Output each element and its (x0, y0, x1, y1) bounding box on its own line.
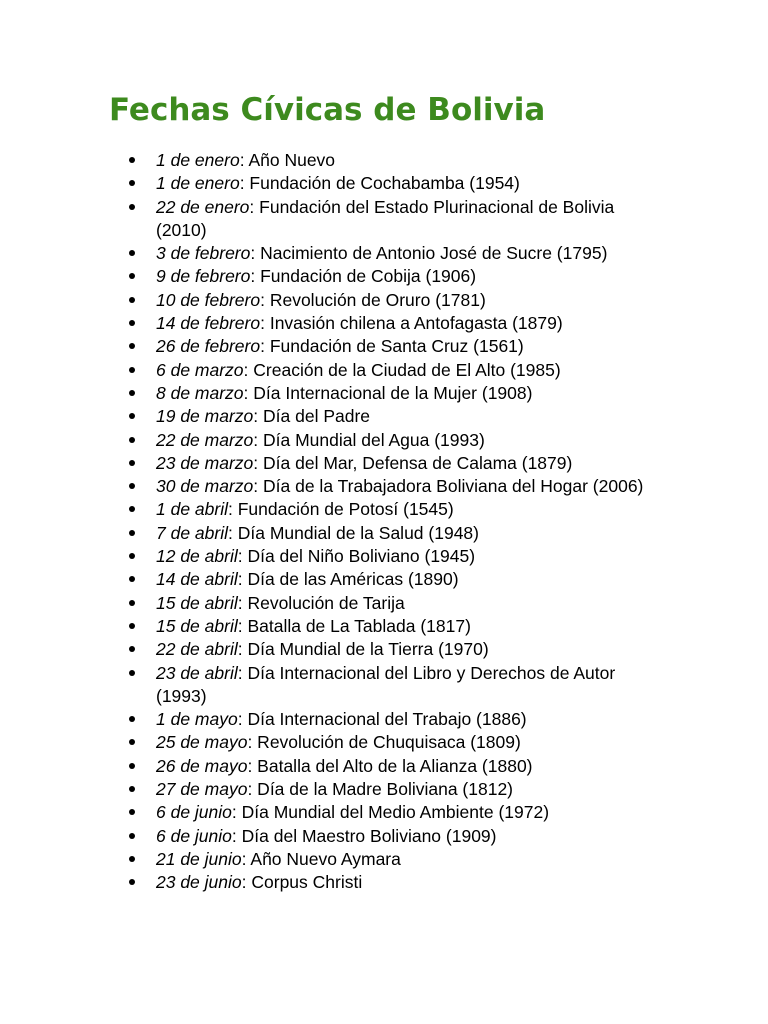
bullet-icon (129, 809, 135, 815)
bullet-icon (129, 460, 135, 466)
item-date: 23 de junio (156, 872, 242, 893)
bullet-icon (129, 670, 135, 676)
list-item (0, 475, 768, 498)
list-item (0, 289, 768, 312)
list-item (0, 312, 768, 335)
bullet-icon (129, 879, 135, 885)
bullet-icon (129, 367, 135, 373)
item-description: : Día de la Trabajadora Boliviana del Hogar (2006) (253, 476, 644, 497)
list-item (0, 731, 768, 754)
item-date: 1 de mayo (156, 709, 238, 730)
item-date: 3 de febrero (156, 243, 251, 264)
bullet-icon (129, 297, 135, 303)
item-date: 22 de abril (156, 639, 238, 660)
list-item (0, 522, 768, 545)
list-item (0, 382, 768, 405)
list-item (0, 708, 768, 731)
bullet-icon (129, 437, 135, 443)
item-description: : Día Mundial de la Salud (1948) (228, 522, 479, 543)
item-date: 21 de junio (156, 848, 242, 869)
bullet-icon (129, 204, 135, 210)
item-description: : Día Internacional del Libro y Derechos de Autor (1993) (156, 662, 616, 706)
list-item (0, 452, 768, 475)
item-date: 22 de enero (156, 196, 250, 217)
item-date: 23 de abril (156, 662, 238, 683)
bullet-icon (129, 320, 135, 326)
bullet-icon (129, 390, 135, 396)
list-item (0, 638, 768, 661)
list-item (0, 172, 768, 195)
bullet-icon (129, 576, 135, 582)
item-description: : Día del Padre (253, 406, 371, 427)
item-description: : Fundación del Estado Plurinacional de Bolivia (2010) (156, 196, 615, 240)
item-description: : Revolución de Tarija (237, 592, 405, 613)
item-description: : Corpus Christi (241, 872, 363, 893)
item-description: : Fundación de Potosí (1545) (228, 499, 454, 520)
list-item (0, 755, 768, 778)
bullet-icon (129, 553, 135, 559)
list-item (0, 615, 768, 638)
bullet-icon (129, 600, 135, 606)
bullet-icon (129, 483, 135, 489)
bullet-icon (129, 646, 135, 652)
item-date: 15 de abril (156, 615, 238, 636)
bullet-icon (129, 786, 135, 792)
list-item (0, 848, 768, 871)
item-description: : Batalla de La Tablada (1817) (237, 615, 471, 636)
list-item (0, 405, 768, 428)
item-description: : Creación de la Ciudad de El Alto (1985) (243, 359, 561, 380)
item-description: : Fundación de Santa Cruz (1561) (260, 336, 524, 357)
item-date: 6 de marzo (156, 359, 244, 380)
item-date: 1 de abril (156, 499, 228, 520)
item-description: : Invasión chilena a Antofagasta (1879) (260, 313, 563, 334)
bullet-icon (129, 250, 135, 256)
item-date: 14 de febrero (156, 313, 261, 334)
item-date: 1 de enero (156, 150, 240, 170)
item-description: : Revolución de Chuquisaca (1809) (247, 732, 521, 753)
item-date: 27 de mayo (156, 779, 248, 800)
item-description: : Día Mundial de la Tierra (1970) (237, 639, 489, 660)
item-date: 30 de marzo (156, 476, 254, 497)
item-date: 22 de marzo (156, 429, 254, 450)
list-item (0, 592, 768, 615)
bullet-icon (129, 716, 135, 722)
item-date: 8 de marzo (156, 382, 244, 403)
item-date: 1 de enero (156, 173, 240, 194)
item-description: : Día del Niño Boliviano (1945) (237, 546, 476, 567)
bullet-icon (129, 413, 135, 419)
bullet-icon (129, 623, 135, 629)
item-date: 7 de abril (156, 522, 228, 543)
item-description: : Día Mundial del Agua (1993) (253, 429, 485, 450)
bullet-icon (129, 739, 135, 745)
item-date: 15 de abril (156, 592, 238, 613)
list-item (0, 545, 768, 568)
item-description: : Día Internacional de la Mujer (1908) (243, 382, 533, 403)
bullet-icon (129, 506, 135, 512)
list-item (0, 242, 768, 265)
bullet-icon (129, 343, 135, 349)
item-date: 23 de marzo (156, 452, 254, 473)
civic-dates-list (0, 149, 768, 895)
item-description: : Nacimiento de Antonio José de Sucre (1795) (250, 243, 608, 264)
list-item (0, 265, 768, 288)
item-description: : Día de las Américas (1890) (237, 569, 459, 590)
bullet-icon (129, 180, 135, 186)
item-description: : Día Internacional del Trabajo (1886) (237, 709, 527, 730)
item-date: 10 de febrero (156, 289, 261, 310)
list-item (0, 196, 768, 243)
item-date: 9 de febrero (156, 266, 251, 287)
item-date: 25 de mayo (156, 732, 248, 753)
list-item (0, 871, 768, 894)
item-date: 6 de junio (156, 802, 232, 823)
list-item (0, 335, 768, 358)
list-item (0, 429, 768, 452)
bullet-icon (129, 273, 135, 279)
item-description: : Revolución de Oruro (1781) (260, 289, 486, 310)
item-description: : Día del Mar, Defensa de Calama (1879) (253, 452, 573, 473)
list-item (0, 825, 768, 848)
item-date: 26 de mayo (156, 755, 248, 776)
item-date: 19 de marzo (156, 406, 254, 427)
bullet-icon (129, 763, 135, 769)
list-item (0, 662, 768, 709)
item-date: 6 de junio (156, 825, 232, 846)
item-date: 12 de abril (156, 546, 238, 567)
list-item (0, 568, 768, 591)
list-item (0, 778, 768, 801)
item-date: 14 de abril (156, 569, 238, 590)
item-description: : Fundación de Cochabamba (1954) (239, 173, 520, 194)
bullet-icon (129, 157, 135, 163)
list-item (0, 801, 768, 824)
item-description: : Año Nuevo (239, 150, 336, 170)
item-description: : Día Mundial del Medio Ambiente (1972) (231, 802, 550, 823)
item-description: : Año Nuevo Aymara (241, 848, 401, 869)
item-description: : Fundación de Cobija (1906) (250, 266, 477, 287)
list-item (0, 149, 768, 172)
list-item (0, 498, 768, 521)
item-description: : Batalla del Alto de la Alianza (1880) (247, 755, 533, 776)
bullet-icon (129, 856, 135, 862)
bullet-icon (129, 530, 135, 536)
list-item (0, 359, 768, 382)
bullet-icon (129, 833, 135, 839)
item-description: : Día de la Madre Boliviana (1812) (247, 779, 514, 800)
item-description: : Día del Maestro Boliviano (1909) (231, 825, 497, 846)
page-title: Fechas Cívicas de Bolivia (109, 92, 546, 128)
item-date: 26 de febrero (156, 336, 261, 357)
